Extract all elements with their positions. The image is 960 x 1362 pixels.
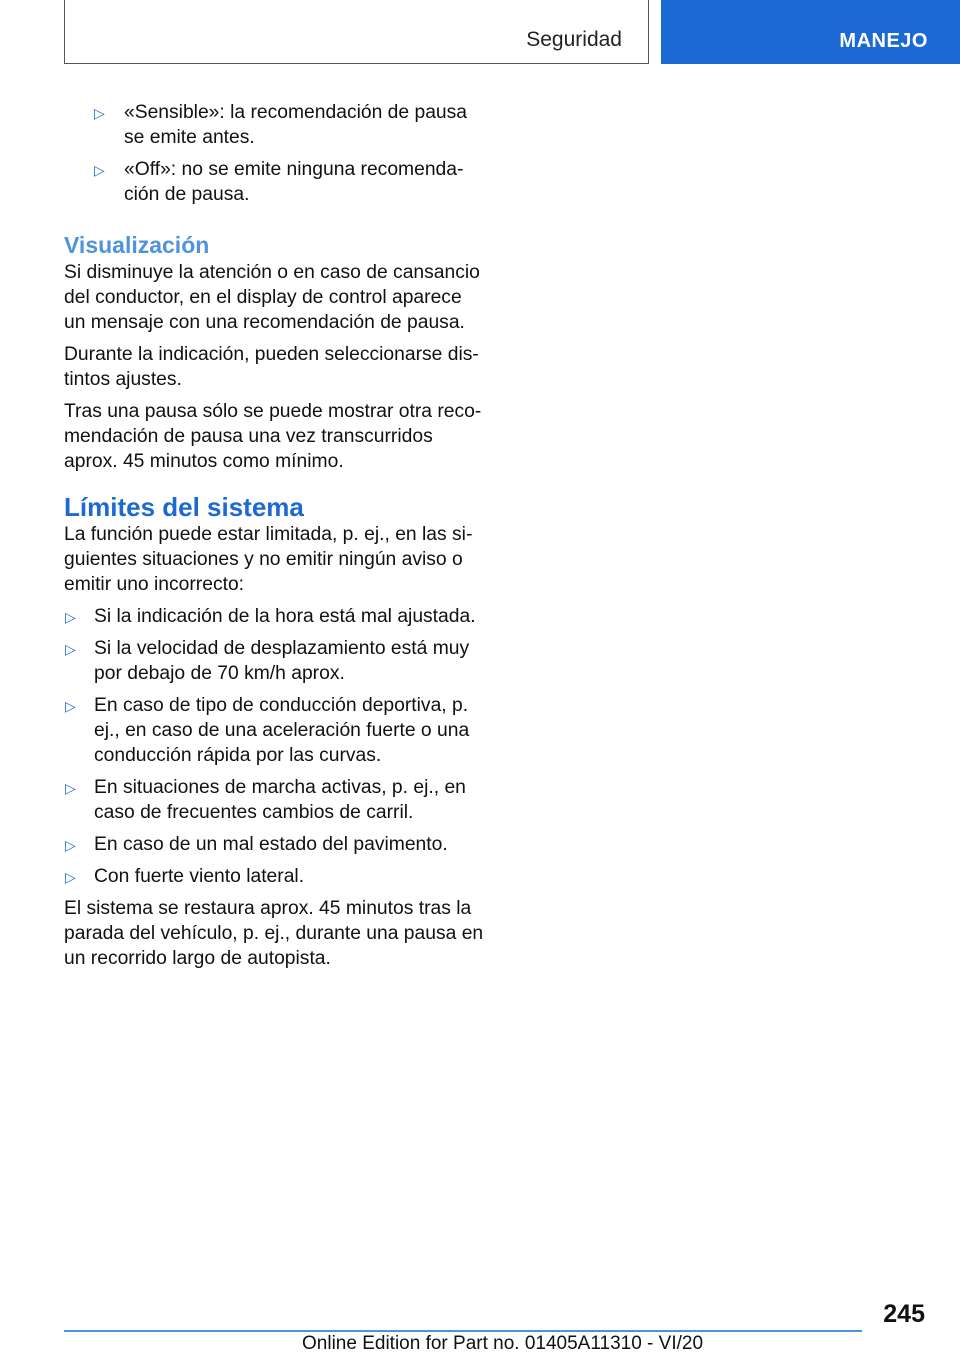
triangle-bullet-icon: ▷ <box>94 105 105 121</box>
page-number: 245 <box>883 1300 925 1328</box>
list-item <box>64 775 484 825</box>
list-item-text: En caso de tipo de conducción deportiva, p. ej., en caso de una aceleración fuerte o una conducción rápida por las curvas. <box>94 695 470 766</box>
header-section-title: Seguridad <box>526 28 622 51</box>
list-item <box>64 636 484 686</box>
footer-divider <box>64 1330 862 1332</box>
list-item <box>64 604 484 629</box>
footer-edition-text: Online Edition for Part no. 01405A11310 - VI/20 <box>302 1333 704 1354</box>
section-heading-visualizacion: Visualización <box>64 232 210 258</box>
list-item <box>64 832 484 857</box>
paragraph: Durante la indicación, pueden seleccionarse distintos ajustes. <box>64 344 479 390</box>
list-item-text: En caso de un mal estado del pavimento. <box>94 834 448 855</box>
list-item-text: Si la velocidad de desplazamiento está muy por debajo de 70 km/h aprox. <box>94 638 470 684</box>
triangle-bullet-icon: ▷ <box>65 641 76 657</box>
header-chapter-title: MANEJO <box>839 30 928 52</box>
section-heading-limites: Límites del sistema <box>64 492 304 522</box>
list-item <box>64 100 484 150</box>
list-item-text: Si la indicación de la hora está mal ajustada. <box>94 606 476 627</box>
triangle-bullet-icon: ▷ <box>65 780 76 796</box>
paragraph: La función puede estar limitada, p. ej., en las siguientes situaciones y no emitir ningún aviso o emitir uno incorrecto: <box>64 524 473 595</box>
paragraph: Si disminuye la atención o en caso de cansancio del conductor, en el display de control aparece un mensaje con una recomendación de pausa. <box>64 262 480 333</box>
paragraph: El sistema se restaura aprox. 45 minutos tras la parada del vehículo, p. ej., durante una pausa en un recorrido largo de autopista. <box>64 898 484 969</box>
triangle-bullet-icon: ▷ <box>65 609 76 625</box>
triangle-bullet-icon: ▷ <box>65 698 76 714</box>
triangle-bullet-icon: ▷ <box>65 869 76 885</box>
header-chapter-tab <box>661 0 960 64</box>
triangle-bullet-icon: ▷ <box>94 162 105 178</box>
list-item-text: «Sensible»: la recomendación de pausa se emite antes. <box>124 102 468 148</box>
page-content <box>64 100 484 978</box>
list-item <box>64 693 484 768</box>
list-item <box>64 864 484 889</box>
list-item-text: «Off»: no se emite ninguna recomendación de pausa. <box>124 159 464 205</box>
triangle-bullet-icon: ▷ <box>65 837 76 853</box>
limitations-list <box>64 604 484 889</box>
mode-options-list <box>64 100 484 207</box>
header-section-tab <box>64 0 649 64</box>
list-item-text: En situaciones de marcha activas, p. ej., en caso de frecuentes cambios de carril. <box>94 777 466 823</box>
list-item-text: Con fuerte viento lateral. <box>94 866 305 887</box>
list-item <box>64 157 484 207</box>
paragraph: Tras una pausa sólo se puede mostrar otra recomendación de pausa una vez transcurridos aprox. 45 minutos como mínimo. <box>64 401 482 472</box>
